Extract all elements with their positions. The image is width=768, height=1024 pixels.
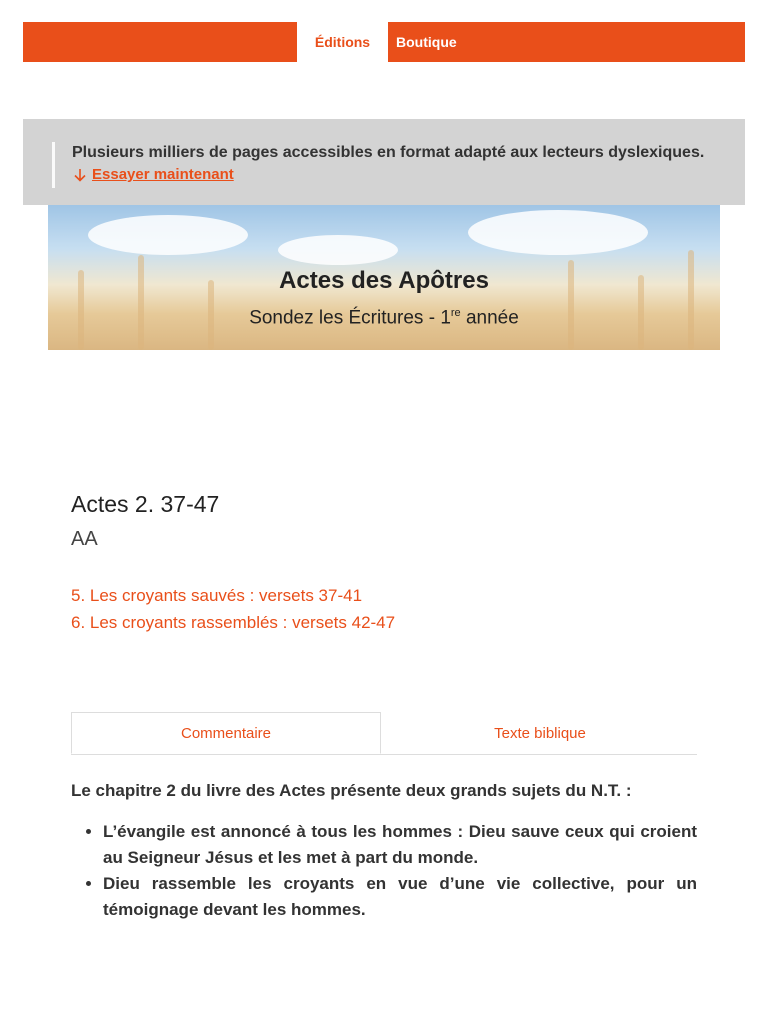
nav-item-boutique[interactable]: Boutique — [396, 34, 457, 50]
tab-commentary[interactable]: Commentaire — [71, 712, 381, 754]
tab-bible-text[interactable]: Texte biblique — [494, 724, 586, 742]
commentary-content — [71, 778, 697, 923]
try-now-label: Essayer maintenant — [92, 166, 234, 183]
section-link-37-41[interactable]: 5. Les croyants sauvés : versets 37-41 — [71, 586, 363, 605]
banner-text: Plusieurs milliers de pages accessibles en format adapté aux lecteurs dyslexiques. — [72, 144, 705, 161]
passage-reference: Actes 2. 37-47 — [71, 491, 220, 517]
font-size-toggle[interactable]: AA — [71, 528, 98, 550]
hero-subtitle-end: année — [460, 307, 519, 329]
nav-item-editions[interactable]: Éditions — [297, 22, 388, 62]
commentary-list — [71, 819, 697, 923]
nav-bar-left — [23, 22, 297, 62]
hero-title: Actes des Apôtres — [279, 267, 489, 294]
banner-content — [52, 142, 704, 188]
list-item: • Dieu rassemble les croyants en vue d’une vie collective, pour un témoignage devant les hommes. — [103, 871, 697, 923]
dyslexia-banner — [23, 119, 745, 205]
nav-bar-right — [388, 22, 745, 62]
top-navigation — [23, 22, 745, 62]
commentary-intro: Le chapitre 2 du livre des Actes présente deux grands sujets du N.T. : — [71, 781, 632, 800]
hero-banner — [48, 205, 720, 350]
hero-subtitle-sup: re — [450, 307, 461, 319]
arrow-down-icon — [72, 167, 88, 183]
hero-subtitle — [48, 307, 720, 329]
list-item: • L’évangile est annoncé à tous les hommes : Dieu sauve ceux qui croient au Seigneur Jésus et les met à part du monde. — [103, 819, 697, 871]
try-now-link[interactable] — [72, 164, 234, 186]
section-link-42-47[interactable]: 6. Les croyants rassemblés : versets 42-47 — [71, 613, 396, 632]
hero-subtitle-main: Sondez les Écritures - 1 — [249, 307, 451, 329]
content-tabs — [71, 712, 697, 755]
section-links — [71, 582, 395, 636]
